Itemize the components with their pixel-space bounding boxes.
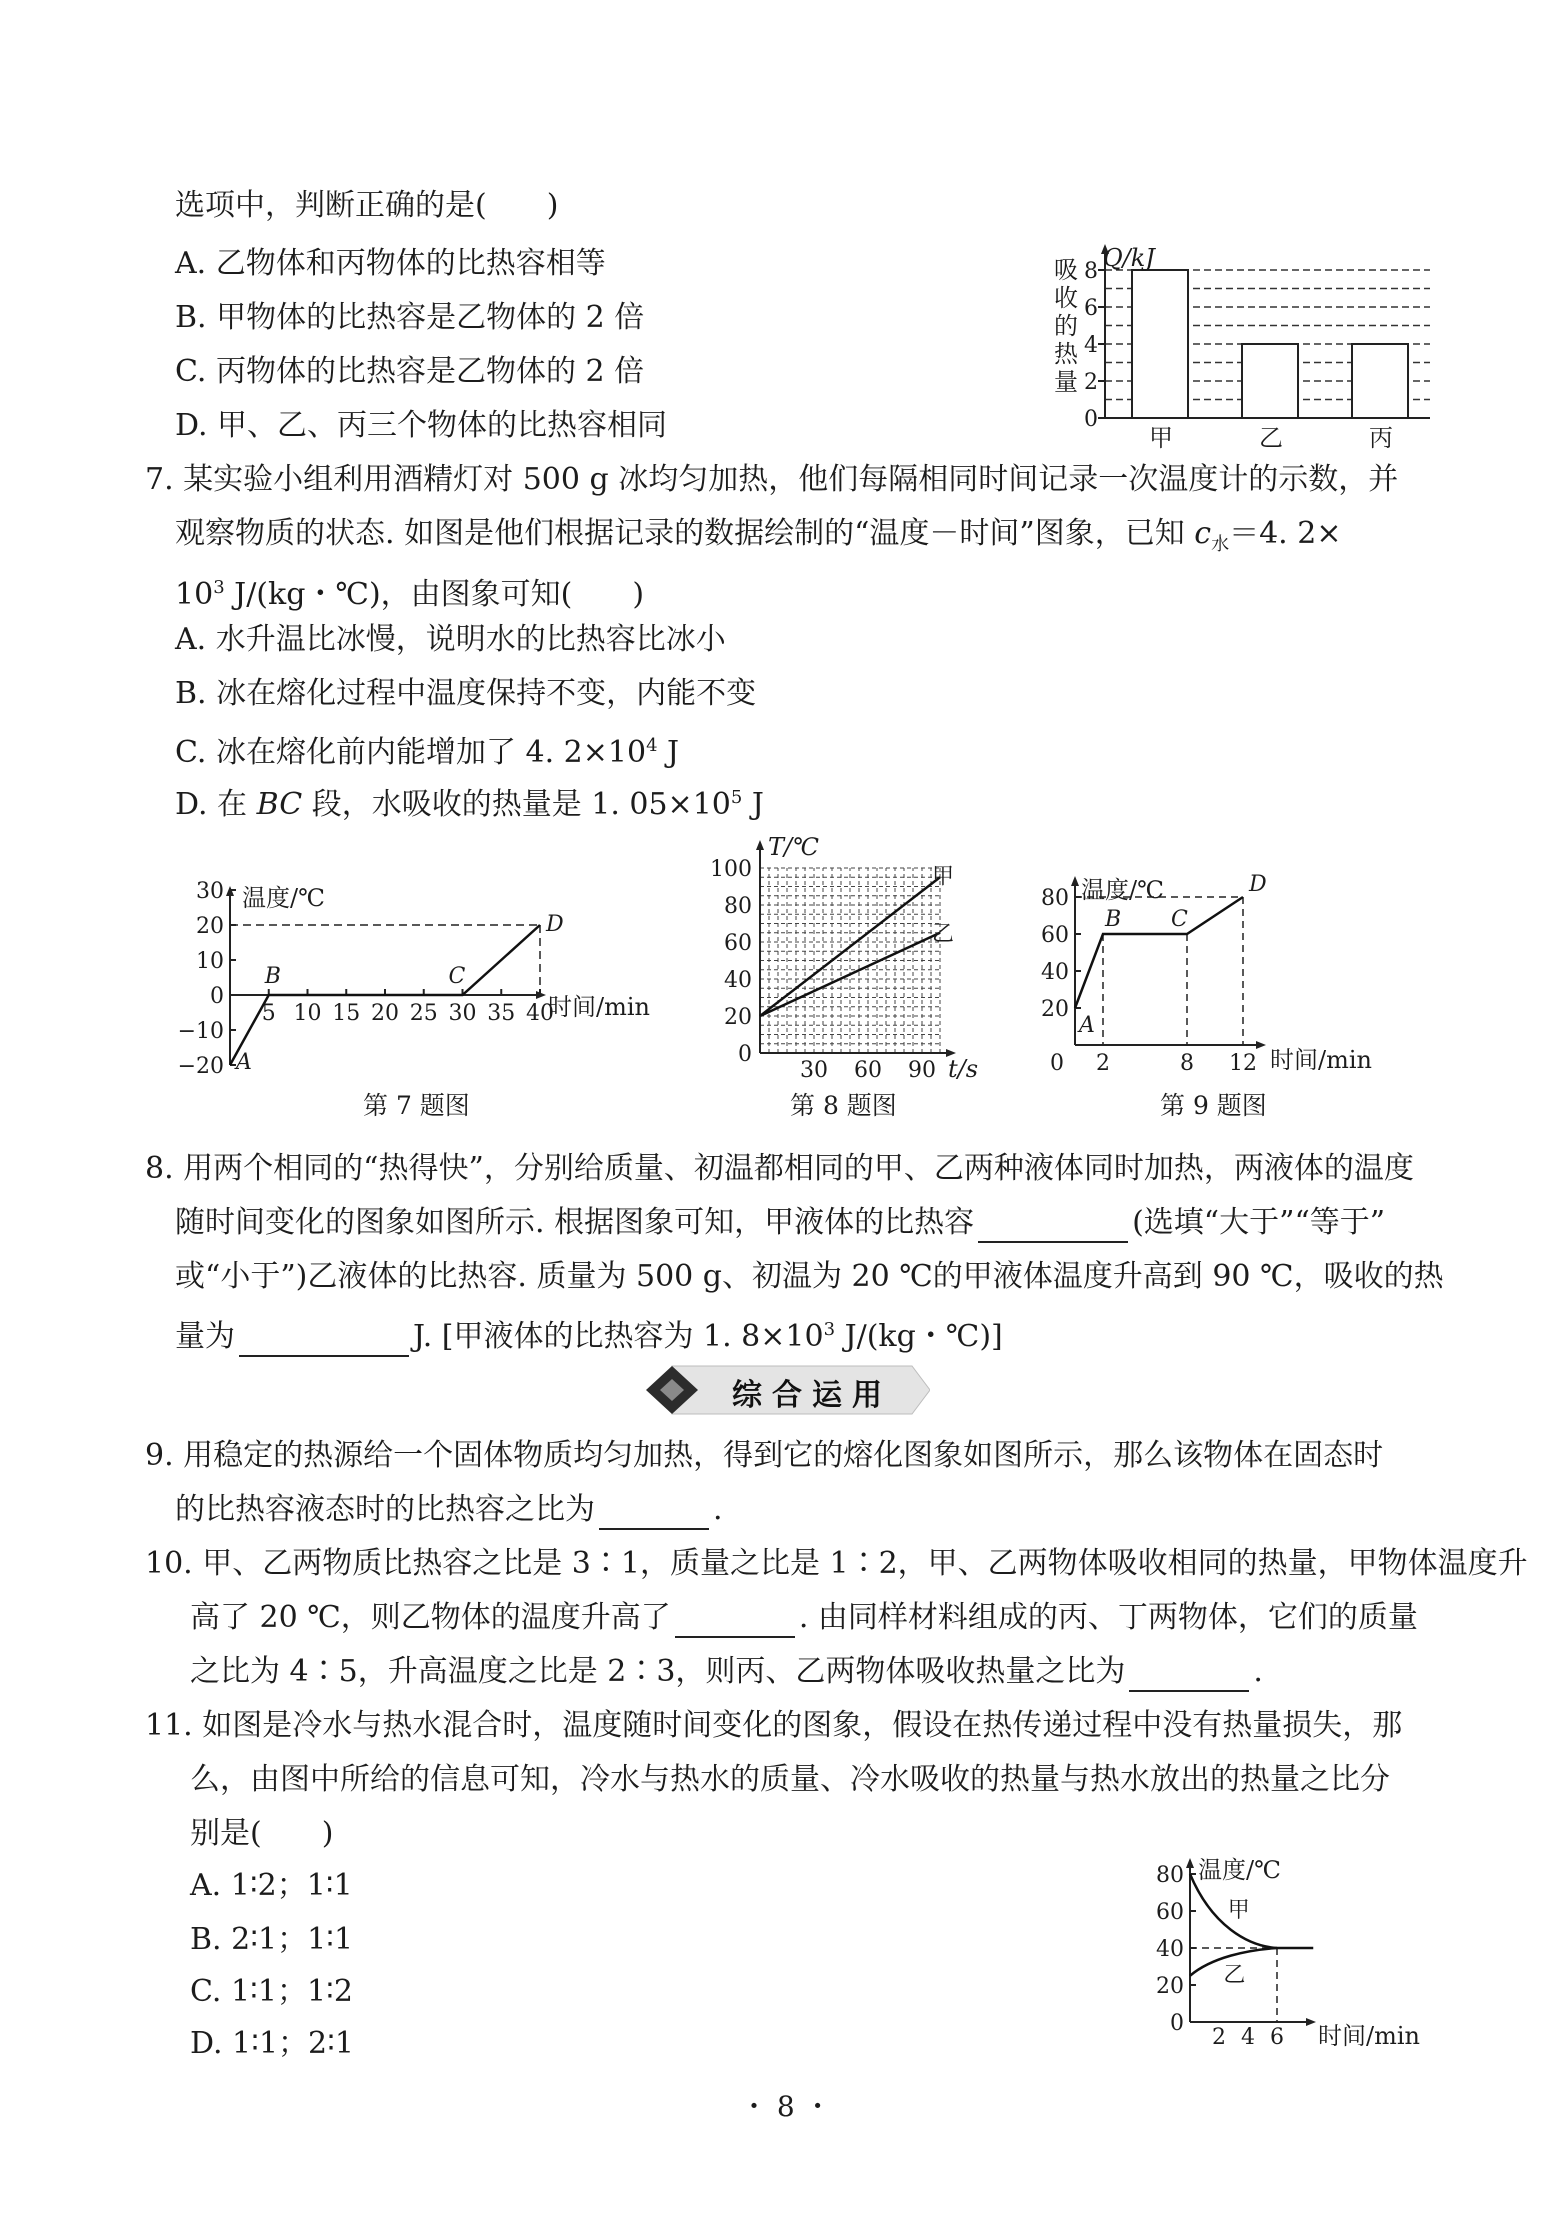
bar-1 bbox=[1132, 270, 1188, 418]
melting-curve bbox=[1075, 897, 1243, 1008]
q7-line-1: 7. 某实验小组利用酒精灯对 500 g 冰均匀加热，他们每隔相同时间记录一次温度计的示数，并 bbox=[145, 462, 1399, 497]
q10-line-1: 10. 甲、乙两物质比热容之比是 3∶1，质量之比是 1∶2，甲、乙两物体吸收相同的热量，甲物体温度升 bbox=[145, 1546, 1528, 1581]
fig8-grid bbox=[760, 868, 940, 1053]
fig9-caption: 第 9 题图 bbox=[1160, 1091, 1267, 1120]
q9-line-1: 9. 用稳定的热源给一个固体物质均匀加热，得到它的熔化图象如图所示，那么该物体在固态时 bbox=[145, 1438, 1384, 1473]
fig11-chart bbox=[1140, 1852, 1440, 2050]
x-tick-label: 15 bbox=[332, 1001, 361, 1026]
y-tick-label: 80 bbox=[1041, 886, 1069, 911]
x-tick-label: 12 bbox=[1229, 1051, 1257, 1076]
q6-side-label-4: 热 bbox=[1054, 340, 1078, 368]
section-banner bbox=[640, 1362, 930, 1418]
q10-line-2: 高了 20 ℃，则乙物体的温度升高了 . 由同样材料组成的丙、丁两物体，它们的质量 bbox=[190, 1598, 1418, 1638]
fig7-point-d: D bbox=[546, 912, 564, 937]
q8-line-2: 随时间变化的图象如图所示. 根据图象可知，甲液体的比热容 (选填“大于”“等于” bbox=[175, 1203, 1385, 1243]
x-tick-label: 4 bbox=[1241, 2025, 1255, 2050]
q6-bar-chart bbox=[1040, 240, 1440, 455]
q6-y-unit: Q/kJ bbox=[1103, 244, 1155, 272]
section-title: 综合运用 bbox=[732, 1378, 892, 1413]
q6-side-label-1: 吸 bbox=[1054, 256, 1078, 284]
x-tick-label: 6 bbox=[1270, 2025, 1284, 2050]
fig7-y-ticks bbox=[178, 879, 236, 1079]
fig7-point-c: C bbox=[448, 964, 466, 989]
q6-side-label-2: 收 bbox=[1054, 284, 1078, 312]
x-tick-label: 2 bbox=[1096, 1051, 1110, 1076]
q11-line-1: 11. 如图是冷水与热水混合时，温度随时间变化的图象，假设在热传递过程中没有热量损失，那 bbox=[145, 1708, 1403, 1743]
y-tick-label: 100 bbox=[710, 857, 752, 882]
q6-option-d[interactable]: D. 甲、乙、丙三个物体的比热容相同 bbox=[175, 408, 668, 443]
q7-option-b[interactable]: B. 冰在熔化过程中温度保持不变，内能不变 bbox=[175, 676, 757, 711]
fig8-chart bbox=[700, 830, 990, 1083]
x-tick-label: 30 bbox=[448, 1001, 477, 1026]
y-tick-label: 80 bbox=[1156, 1863, 1184, 1888]
q7-option-c[interactable]: C. 冰在熔化前内能增加了 4. $2\times 10^4$ J bbox=[175, 735, 680, 770]
y-tick-label: −10 bbox=[177, 1019, 224, 1044]
y-tick-label: 20 bbox=[1156, 1974, 1184, 1999]
fig7-y-label: 温度/℃ bbox=[242, 884, 325, 912]
q8-line-1: 8. 用两个相同的“热得快”，分别给质量、初温都相同的甲、乙两种液体同时加热，两液体的温度 bbox=[145, 1151, 1414, 1186]
y-tick-label: 60 bbox=[1156, 1900, 1184, 1925]
y-tick-label: 40 bbox=[724, 968, 752, 993]
q6-x-tick-labels bbox=[1149, 424, 1393, 452]
y-tick-label: 10 bbox=[196, 949, 224, 974]
q10-blank-2[interactable] bbox=[1129, 1660, 1249, 1692]
q8-blank-2[interactable] bbox=[239, 1325, 409, 1357]
fig8-caption: 第 8 题图 bbox=[790, 1091, 897, 1120]
q11-option-b[interactable]: B. 2∶1；1∶1 bbox=[190, 1922, 354, 1957]
fig7-x-label: 时间/min bbox=[548, 993, 650, 1021]
x-tick-label: 0 bbox=[1050, 1051, 1064, 1076]
y-tick-label: 40 bbox=[1156, 1937, 1184, 1962]
q6-side-label-5: 量 bbox=[1054, 368, 1078, 396]
q9-line-2: 的比热容液态时的比热容之比为 . bbox=[175, 1490, 723, 1530]
fig9-point-a: A bbox=[1079, 1013, 1095, 1038]
fig8-label-yi: 乙 bbox=[932, 921, 955, 947]
fig11-x-label: 时间/min bbox=[1318, 2022, 1420, 2050]
q6-y-tick-labels bbox=[1084, 259, 1105, 432]
fig11-label-yi: 乙 bbox=[1223, 1962, 1246, 1988]
fig7-chart bbox=[170, 880, 660, 1080]
q8-line-4: 量为 J. [甲液体的比热容为 1. $8\times 10^3$ J/(kg・℃)] bbox=[175, 1310, 1003, 1357]
fig9-x-ticks bbox=[1050, 1051, 1257, 1076]
y-tick-label: 0 bbox=[738, 1042, 752, 1067]
y-tick-label: −20 bbox=[177, 1054, 224, 1079]
y-tick-label: 6 bbox=[1084, 296, 1098, 321]
fig7-point-a: A bbox=[236, 1050, 252, 1075]
q9-blank[interactable] bbox=[599, 1498, 709, 1530]
fig9-y-label: 温度/℃ bbox=[1081, 876, 1164, 904]
x-tick-label: 40 bbox=[526, 1001, 554, 1026]
fig9-x-label: 时间/min bbox=[1270, 1046, 1372, 1074]
fig9-point-b: B bbox=[1105, 907, 1122, 932]
q11-option-c[interactable]: C. 1∶1；1∶2 bbox=[190, 1974, 353, 2009]
y-tick-label: 0 bbox=[1170, 2011, 1184, 2036]
fig8-x-ticks bbox=[800, 1058, 936, 1083]
fig11-y-label: 温度/℃ bbox=[1198, 1856, 1281, 1884]
q11-option-a[interactable]: A. 1∶2；1∶1 bbox=[190, 1868, 353, 1903]
fig8-y-ticks bbox=[710, 857, 752, 1067]
x-tick-label: 5 bbox=[261, 1001, 276, 1026]
fig8-label-jia: 甲 bbox=[932, 864, 955, 890]
fig8-y-label: T/℃ bbox=[768, 833, 819, 861]
fig9-curve bbox=[1075, 897, 1243, 1045]
x-tick-label: 10 bbox=[293, 1001, 322, 1026]
x-tick-label: 20 bbox=[371, 1001, 399, 1026]
y-tick-label: 80 bbox=[724, 894, 752, 919]
q7-option-d[interactable]: D. 在 BC 段，水吸收的热量是 1. $05\times 10^5$ J bbox=[175, 787, 764, 822]
y-tick-label: 30 bbox=[196, 879, 224, 904]
y-tick-label: 60 bbox=[1041, 923, 1069, 948]
fig8-x-label: t/s bbox=[948, 1055, 979, 1083]
q6-option-c[interactable]: C. 丙物体的比热容是乙物体的 2 倍 bbox=[175, 354, 645, 389]
fig7-caption: 第 7 题图 bbox=[363, 1091, 470, 1120]
y-tick-label: 40 bbox=[1041, 960, 1069, 985]
y-tick-label: 2 bbox=[1084, 370, 1098, 395]
x-tick-label: 35 bbox=[487, 1001, 516, 1026]
q7-option-a[interactable]: A. 水升温比冰慢，说明水的比热容比冰小 bbox=[175, 622, 726, 657]
q8-blank-1[interactable] bbox=[978, 1211, 1128, 1243]
x-tick-label: 60 bbox=[854, 1058, 882, 1083]
q11-line-2: 么，由图中所给的信息可知，冷水与热水的质量、冷水吸收的热量与热水放出的热量之比分 bbox=[190, 1762, 1390, 1797]
bar-2 bbox=[1242, 344, 1298, 418]
fig7-point-b: B bbox=[264, 964, 281, 989]
page-number: ・ 8 ・ bbox=[740, 2090, 832, 2123]
x-tick-label: 25 bbox=[409, 1001, 438, 1026]
q7-line-3: $10^3$ J/(kg・℃)，由图象可知( ) bbox=[175, 577, 645, 612]
q11-option-d[interactable]: D. 1∶1；2∶1 bbox=[190, 2026, 355, 2061]
x-tick-label: 丙 bbox=[1369, 424, 1393, 452]
y-tick-label: 0 bbox=[1084, 407, 1098, 432]
y-tick-label: 20 bbox=[724, 1005, 752, 1030]
fig9-point-c: C bbox=[1171, 907, 1188, 932]
q10-blank-1[interactable] bbox=[675, 1606, 795, 1638]
fig9-chart bbox=[1041, 870, 1415, 1080]
y-tick-label: 20 bbox=[1041, 997, 1069, 1022]
q6-side-label-3: 的 bbox=[1054, 312, 1078, 340]
fig11-curves bbox=[1190, 1874, 1313, 2022]
fig9-point-d: D bbox=[1249, 872, 1267, 897]
q7-line-2: 观察物质的状态. 如图是他们根据记录的数据绘制的“温度－时间”图象，已知 $c_水=4$. 2× bbox=[175, 516, 1342, 555]
x-tick-label: 8 bbox=[1180, 1051, 1194, 1076]
x-tick-label: 90 bbox=[908, 1058, 936, 1083]
y-tick-label: 4 bbox=[1084, 333, 1098, 358]
q10-line-3: 之比为 4∶5，升高温度之比是 2∶3，则丙、乙两物体吸收热量之比为 . bbox=[190, 1652, 1263, 1692]
q6-option-a[interactable]: A. 乙物体和丙物体的比热容相等 bbox=[175, 246, 606, 281]
y-tick-label: 60 bbox=[724, 931, 752, 956]
fig11-x-ticks bbox=[1212, 2025, 1284, 2050]
x-tick-label: 2 bbox=[1212, 2025, 1226, 2050]
fig11-label-jia: 甲 bbox=[1227, 1898, 1250, 1923]
q6-stem-end: 选项中，判断正确的是( ) bbox=[175, 188, 559, 223]
q8-line-3: 或“小于”)乙液体的比热容. 质量为 500 g、初温为 20 ℃的甲液体温度升高到 90 ℃，吸收的热 bbox=[175, 1259, 1444, 1294]
x-tick-label: 30 bbox=[800, 1058, 828, 1083]
bar-3 bbox=[1352, 344, 1408, 418]
y-tick-label: 8 bbox=[1084, 259, 1098, 284]
x-tick-label: 甲 bbox=[1149, 424, 1173, 452]
q11-line-3: 别是( ) bbox=[190, 1816, 334, 1851]
q6-option-b[interactable]: B. 甲物体的比热容是乙物体的 2 倍 bbox=[175, 300, 645, 335]
y-tick-label: 20 bbox=[196, 914, 224, 939]
x-tick-label: 乙 bbox=[1259, 424, 1283, 452]
q6-bars bbox=[1132, 270, 1408, 418]
y-tick-label: 0 bbox=[210, 984, 224, 1009]
